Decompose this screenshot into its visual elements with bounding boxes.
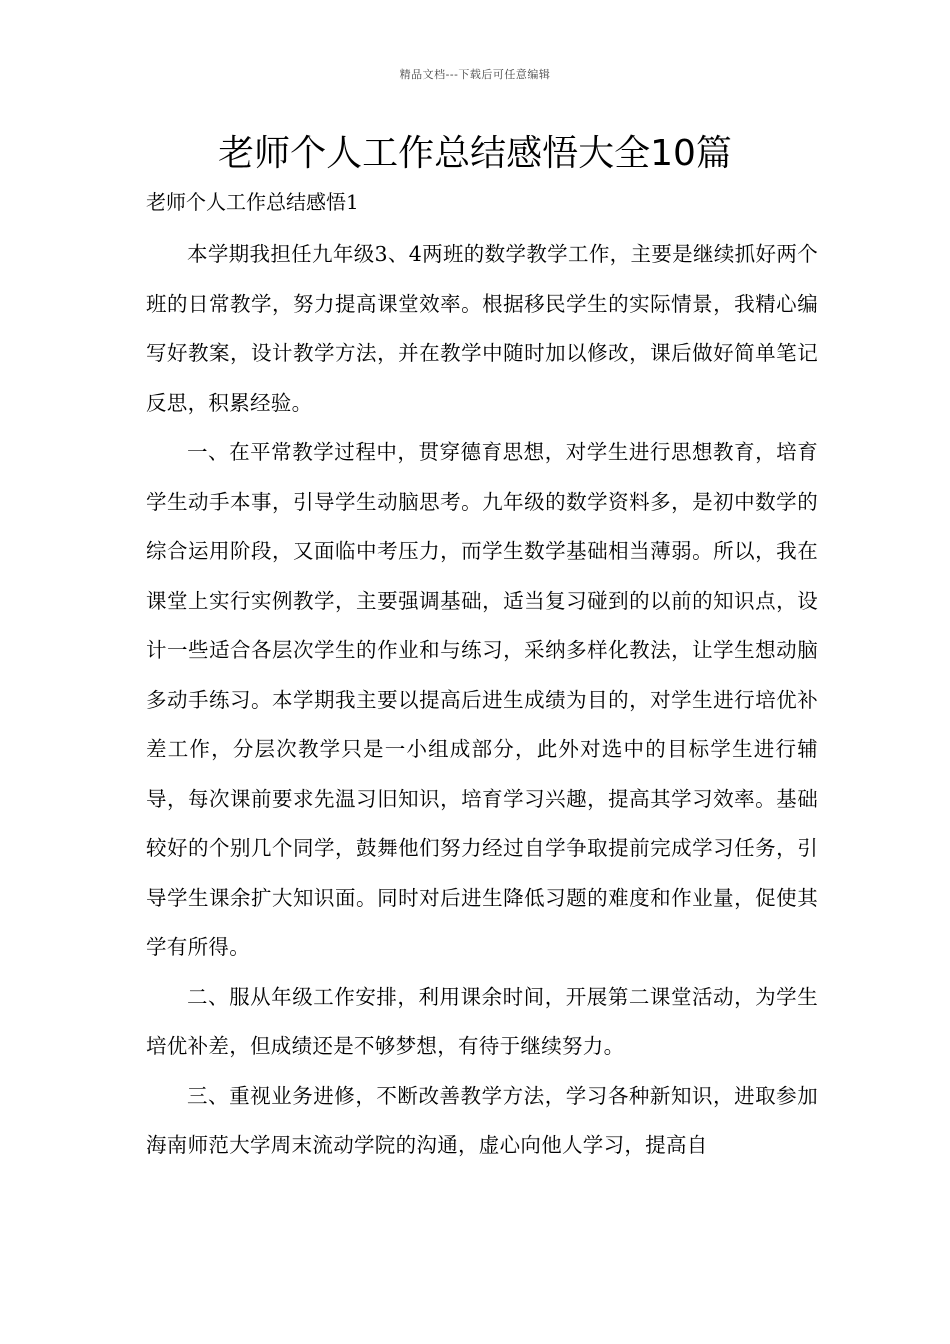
paragraph-point-two: 二、服从年级工作安排，利用课余时间，开展第二课堂活动，为学生培优补差，但成绩还是不够梦想，有待于继续努力。 <box>146 984 818 1058</box>
paragraph-point-one: 一、在平常教学过程中，贯穿德育思想，对学生进行思想教育，培育学生动手本事，引导学生动脑思考。九年级的数学资料多，是初中数学的综合运用阶段，又面临中考压力，而学生数学基础相当薄弱。所以，我在课堂上实行实例教学，主要强调基础，适当复习碰到的以前的知识点，设计一些适合各层次学生的作业和与练习，采纳多样化教法，让学生想动脑多动手练习。本学期我主要以提高后进生成绩为目的，对学生进行培优补差工作，分层次教学只是一小组成部分，此外对选中的目标学生进行辅导，每次课前要求先温习旧知识，培育学习兴趣，提高其学习效率。基础较好的个别几个同学，鼓舞他们努力经过自学争取提前完成学习任务，引导学生课余扩大知识面。同时对后进生降低习题的难度和作业量，促使其学有所得。 <box>146 440 818 959</box>
paragraph-intro: 本学期我担任九年级3、4两班的数学教学工作，主要是继续抓好两个班的日常教学，努力提高课堂效率。根据移民学生的实际情景，我精心编写好教案，设计教学方法，并在教学中随时加以修改，课后做好简单笔记反思，积累经验。 <box>146 242 818 415</box>
section-subtitle: 老师个人工作总结感悟1 <box>146 190 359 214</box>
page-header: 精品文档---下载后可任意编辑 <box>399 68 551 81</box>
document-title: 老师个人工作总结感悟大全10篇 <box>218 133 732 174</box>
document-body <box>146 230 818 1171</box>
paragraph-point-three: 三、重视业务进修，不断改善教学方法，学习各种新知识，进取参加海南师范大学周末流动学院的沟通，虚心向他人学习，提高自 <box>146 1083 818 1157</box>
